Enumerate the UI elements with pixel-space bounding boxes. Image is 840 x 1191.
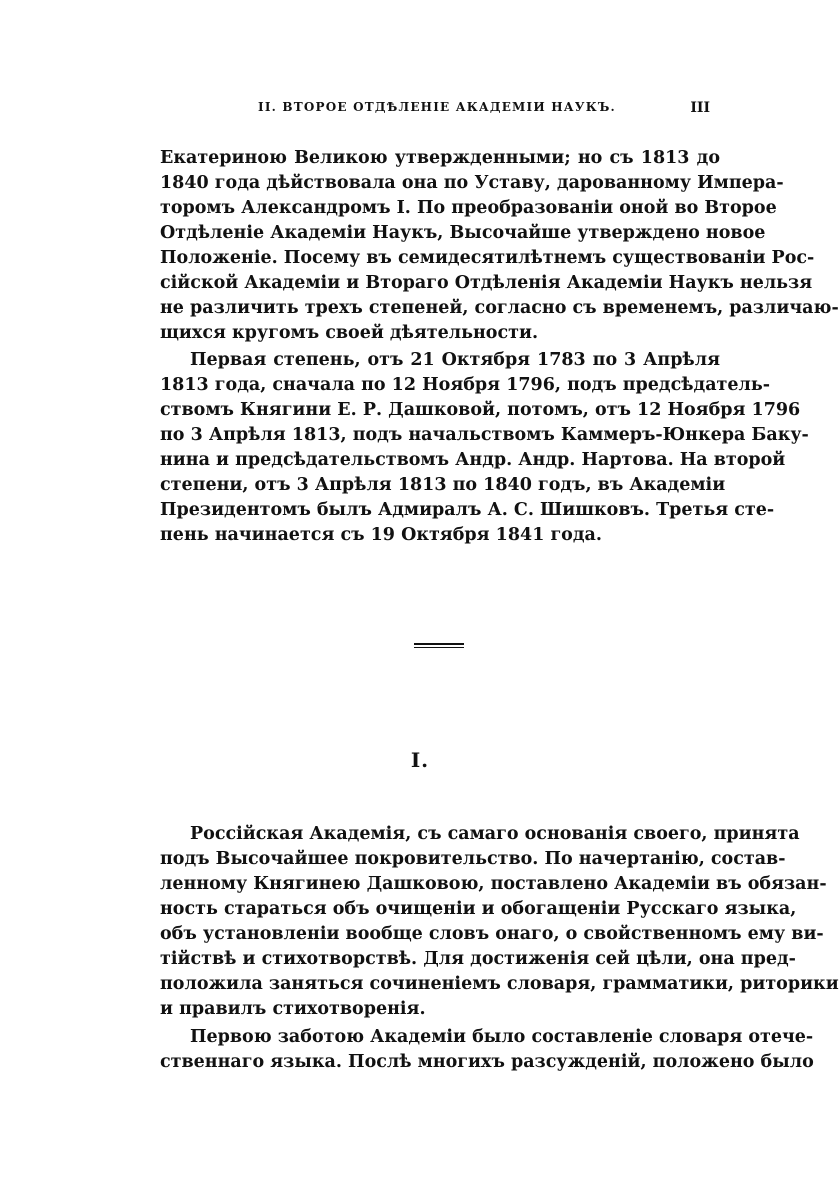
text-line: не различить трехъ степеней, согласно съ временемъ, различаю- — [160, 298, 839, 318]
page-number: III — [690, 100, 710, 116]
text-line: 1840 года дѣйствовала она по Уставу, дарованному Импера- — [160, 173, 784, 193]
text-line: Первая степень, отъ 21 Октября 1783 по 3 Апрѣля — [190, 350, 720, 370]
text-line: подъ Высочайшее покровительство. По начертанію, состав- — [160, 849, 786, 869]
text-line: сійской Академіи и Втораго Отдѣленія Академіи Наукъ нельзя — [160, 273, 813, 293]
text-line: степени, отъ 3 Апрѣля 1813 по 1840 годъ, въ Академіи — [160, 475, 726, 495]
text-line: нина и предсѣдательствомъ Андр. Андр. Нартова. На второй — [160, 450, 786, 470]
text-line: Первою заботою Академіи было составленіе словаря отече- — [190, 1027, 814, 1047]
text-line: торомъ Александромъ I. По преобразованіи оной во Второе — [160, 198, 777, 218]
text-line: Екатериною Великою утвержденными; но съ 1813 до — [160, 148, 720, 168]
paragraph-academy-founding — [160, 822, 839, 1022]
text-line: по 3 Апрѣля 1813, подъ начальствомъ Каммеръ-Юнкера Баку- — [160, 425, 809, 445]
divider-rule-bottom — [414, 647, 464, 648]
text-line: 1813 года, сначала по 12 Ноября 1796, подъ предсѣдатель- — [160, 375, 771, 395]
text-line: положила заняться сочиненіемъ словаря, грамматики, риторики — [160, 974, 839, 994]
section-number: I. — [410, 748, 430, 772]
text-line: тійствѣ и стихотворствѣ. Для достиженія сей цѣли, она пред- — [160, 949, 796, 969]
text-line: щихся кругомъ своей дѣятельности. — [160, 323, 539, 343]
text-line: и правилъ стихотворенія. — [160, 999, 426, 1019]
text-line: ственнаго языка. Послѣ многихъ разсужденій, положено было — [160, 1052, 814, 1072]
paragraph-dictionary — [160, 1025, 814, 1075]
text-line: ленному Княгинею Дашковою, поставлено Академіи въ обязан- — [160, 874, 827, 894]
paragraph-stages — [160, 348, 809, 548]
paragraph-continuation — [160, 146, 839, 346]
text-line: объ установленіи вообще словъ онаго, о свойственномъ ему ви- — [160, 924, 824, 944]
text-line: ствомъ Княгини Е. Р. Дашковой, потомъ, отъ 12 Ноября 1796 — [160, 400, 801, 420]
section-divider-ornament — [414, 643, 464, 651]
text-line: пень начинается съ 19 Октября 1841 года. — [160, 525, 602, 545]
text-line: Положеніе. Посему въ семидесятилѣтнемъ существованіи Рос- — [160, 248, 815, 268]
text-line: Россійская Академія, съ самаго основанія своего, принята — [190, 824, 800, 844]
running-head — [160, 100, 720, 122]
text-line: Отдѣленіе Академіи Наукъ, Высочайше утверждено новое — [160, 223, 766, 243]
text-line: ность стараться объ очищеніи и обогащеніи Русскаго языка, — [160, 899, 797, 919]
text-line: Президентомъ былъ Адмиралъ А. С. Шишковъ. Третья сте- — [160, 500, 775, 520]
running-title: II. ВТОРОЕ ОТДѢЛЕНІЕ АКАДЕМІИ НАУКЪ. — [258, 100, 616, 114]
divider-rule-top — [414, 643, 464, 645]
